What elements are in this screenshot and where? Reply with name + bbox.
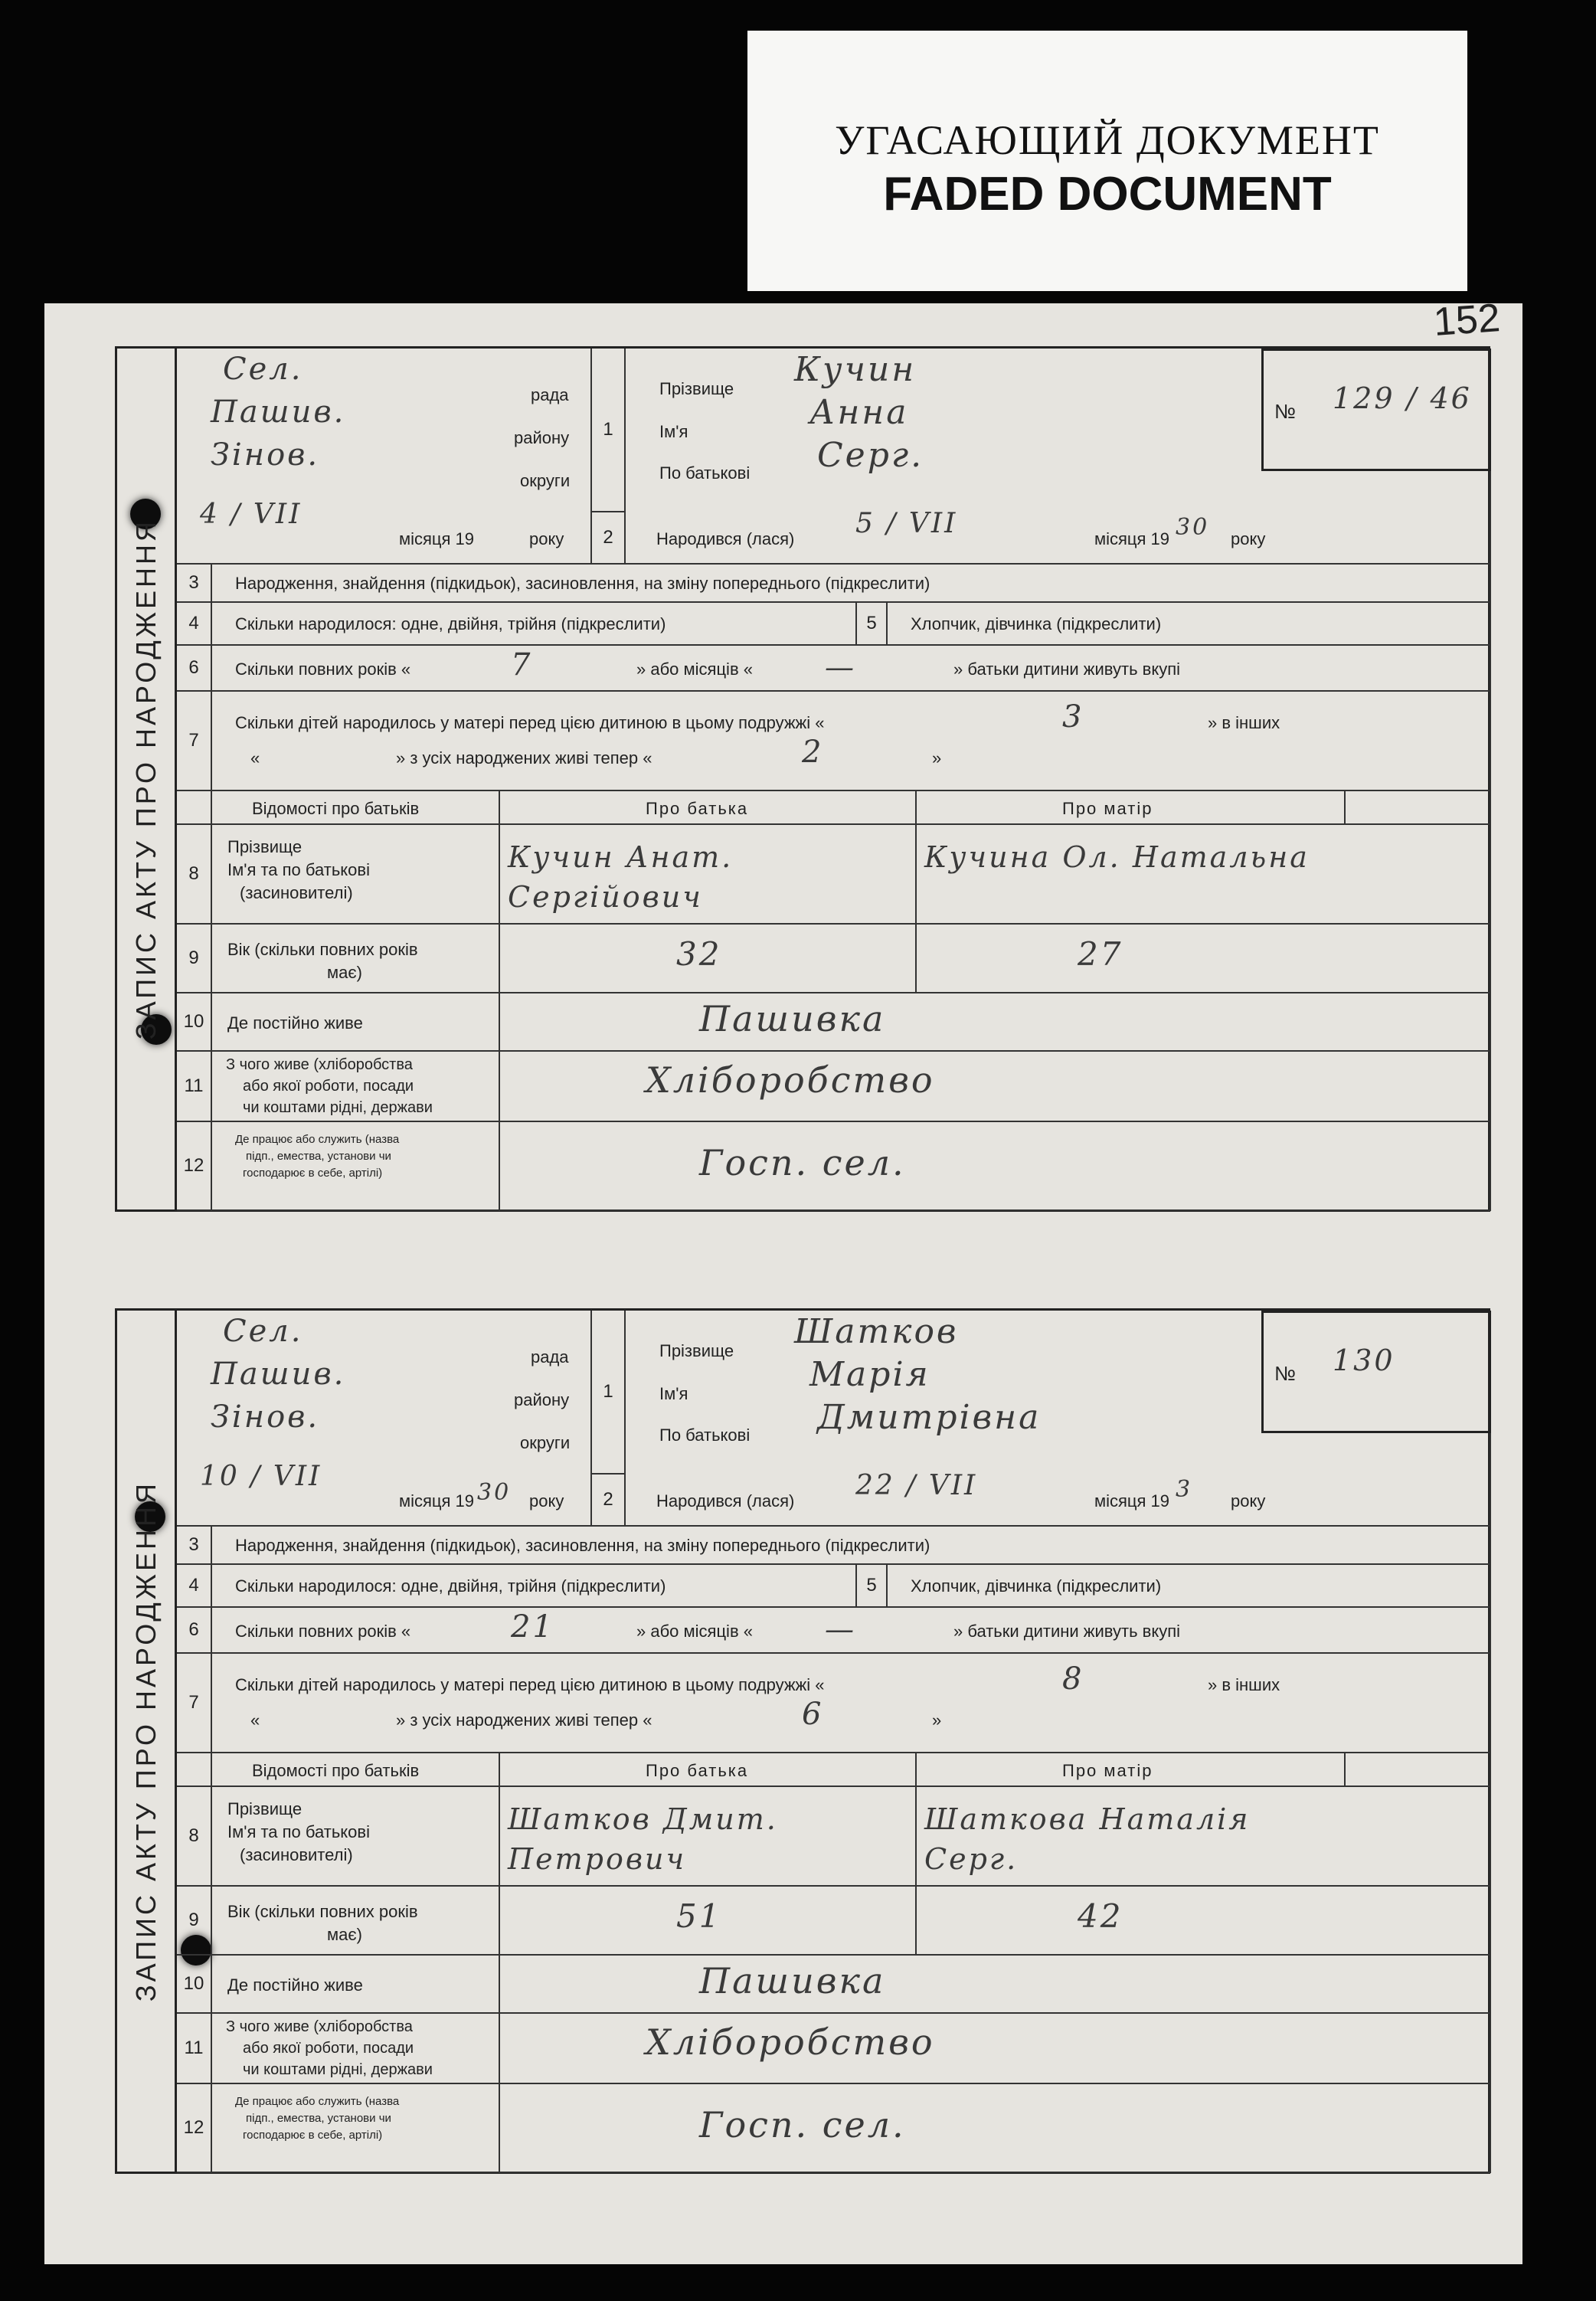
num-10: 10	[177, 1956, 212, 2014]
row10-text: Де постійно живе	[227, 1013, 363, 1033]
rada-label: рада	[531, 385, 569, 404]
row-4	[212, 603, 857, 646]
hw-date-year: 30	[477, 1479, 512, 1506]
row-12-value	[500, 2084, 1491, 2173]
num-3: 3	[177, 1527, 212, 1565]
parents-header-spacer	[177, 1753, 212, 1787]
hw-okruh: Зінов.	[211, 1399, 320, 1435]
row-11-label	[212, 2014, 500, 2084]
row-9-father	[500, 925, 917, 993]
born-label: Народився (лася)	[656, 529, 795, 548]
hw-rada: Сел.	[223, 352, 303, 387]
hw-born: 5 / VII	[855, 508, 958, 539]
rok-label: року	[529, 529, 564, 548]
row-11-label	[212, 1052, 500, 1122]
page-number: 152	[1432, 296, 1502, 345]
row12-a: Де працює або служить (назва	[235, 2095, 400, 2108]
parents-header-info	[212, 791, 500, 825]
month-year-label: місяця 19	[399, 1491, 475, 1511]
num-8: 8	[177, 1787, 212, 1887]
record-grid	[177, 349, 1488, 1209]
hw-livelihood: Хліборобство	[646, 2021, 935, 2063]
number-sign: №	[1274, 400, 1296, 423]
row6-a: Скільки повних років «	[235, 1622, 411, 1641]
row-4	[212, 1565, 857, 1608]
row-9-label	[212, 1887, 500, 1956]
number-sign: №	[1274, 1362, 1296, 1385]
row6-b: » або місяців «	[636, 1622, 753, 1641]
row-3	[212, 565, 1491, 603]
parents-header-father	[500, 791, 917, 825]
raion-label: району	[514, 1390, 570, 1409]
header-left	[177, 1311, 592, 1527]
row8-a: Прізвище	[227, 1799, 303, 1818]
born-month-label: місяця 19	[1094, 529, 1170, 548]
row7-e: »	[932, 748, 942, 768]
num-7: 7	[177, 1654, 212, 1753]
num-3: 3	[177, 565, 212, 603]
row3-text: Народження, знайдення (підкидьок), засиновлення, на зміну попереднього (підкреслити)	[235, 574, 930, 593]
hw-months: —	[825, 1612, 856, 1646]
row12-c: господарює в себе, артілі)	[243, 2129, 383, 2142]
parents-header-end	[1346, 791, 1491, 825]
num-12: 12	[177, 1122, 212, 1211]
row-11-value	[500, 1052, 1491, 1122]
row9-b: має)	[327, 1925, 362, 1944]
row-9-mother	[917, 1887, 1491, 1956]
num-9: 9	[177, 1887, 212, 1956]
name-label: Ім'я	[659, 422, 688, 441]
row-8-father	[500, 1787, 917, 1887]
hw-surname: Шатков	[794, 1312, 959, 1351]
hw-father-age: 32	[676, 935, 722, 973]
hw-okruh: Зінов.	[211, 437, 320, 473]
hw-date: 4 / VII	[200, 499, 303, 530]
parents-header-father	[500, 1753, 917, 1787]
row-7	[212, 1654, 1491, 1753]
header-right	[626, 1311, 1491, 1527]
row9-a: Вік (скільки повних років	[227, 940, 418, 959]
parents-header-mother	[917, 1753, 1346, 1787]
surname-label: Прізвище	[659, 1341, 734, 1360]
hw-father-age: 51	[676, 1897, 722, 1935]
hw-raion: Пашив.	[211, 394, 346, 430]
h-mother: Про матір	[1062, 1761, 1153, 1780]
hw-patronymic: Дмитрівна	[817, 1398, 1042, 1437]
row7-c: «	[250, 1710, 260, 1730]
num-6: 6	[177, 1608, 212, 1654]
hw-months: —	[825, 650, 856, 684]
hw-born-year: 30	[1176, 514, 1210, 541]
record-number-box	[1261, 349, 1491, 471]
row4-text: Скільки народилося: одне, двійня, трійня (підкреслити)	[235, 1576, 666, 1596]
row-11-value	[500, 2014, 1491, 2084]
row-8-father	[500, 825, 917, 925]
hw-record-number: 129 / 46	[1333, 381, 1472, 415]
row9-b: має)	[327, 963, 362, 982]
parents-header-mother	[917, 791, 1346, 825]
row7-b: » в інших	[1208, 713, 1280, 732]
num-5: 5	[857, 603, 888, 646]
row5-text: Хлопчик, дівчинка (підкреслити)	[911, 1576, 1162, 1596]
record-grid	[177, 1311, 1488, 2172]
row-5	[888, 603, 1491, 646]
row7-c: «	[250, 748, 260, 768]
side-label-text: ЗАПИС АКТУ ПРО НАРОДЖЕННЯ	[129, 518, 162, 1040]
hw-work: Госп. сел.	[699, 2104, 906, 2146]
num-11: 11	[177, 1052, 212, 1122]
hw-children-before: 8	[1062, 1661, 1084, 1697]
row-8-mother	[917, 1787, 1491, 1887]
h-mother: Про матір	[1062, 799, 1153, 818]
patronymic-label: По батькові	[659, 1425, 751, 1445]
row-8-label	[212, 1787, 500, 1887]
hw-livelihood: Хліборобство	[646, 1059, 935, 1101]
num-10: 10	[177, 993, 212, 1052]
header-left	[177, 349, 592, 565]
row-10-label	[212, 993, 500, 1052]
side-label	[117, 349, 177, 1209]
row8-b: Ім'я та по батькові	[227, 860, 370, 879]
hw-mother-name: Шаткова Наталія Серг.	[924, 1802, 1251, 1876]
num-12: 12	[177, 2084, 212, 2173]
row-12-label	[212, 2084, 500, 2173]
row6-a: Скільки повних років «	[235, 660, 411, 679]
hw-father-name: Кучин Анат. Сергійович	[508, 840, 734, 914]
row3-text: Народження, знайдення (підкидьок), засиновлення, на зміну попереднього (підкреслити)	[235, 1536, 930, 1555]
hw-patronymic: Серг.	[817, 436, 924, 475]
row-6	[212, 646, 1491, 692]
record-number-box	[1261, 1311, 1491, 1433]
num-4: 4	[177, 1565, 212, 1608]
birth-record	[115, 1308, 1490, 2174]
hw-record-number: 130	[1333, 1344, 1395, 1377]
parents-header-info	[212, 1753, 500, 1787]
row11-b: або якої роботи, посади	[243, 2040, 414, 2057]
num-1: 1	[592, 349, 626, 512]
row6-c: » батьки дитини живуть вкупі	[953, 660, 1181, 679]
side-label-text: ЗАПИС АКТУ ПРО НАРОДЖЕННЯ	[129, 1480, 162, 2002]
row9-a: Вік (скільки повних років	[227, 1902, 418, 1921]
row-10-value	[500, 993, 1491, 1052]
month-year-label: місяця 19	[399, 529, 475, 548]
row5-text: Хлопчик, дівчинка (підкреслити)	[911, 614, 1162, 633]
num-7: 7	[177, 692, 212, 791]
hw-children-before: 3	[1062, 699, 1084, 735]
parents-header-end	[1346, 1753, 1491, 1787]
num-9: 9	[177, 925, 212, 993]
row12-b: підп., емества, установи чи	[246, 2112, 391, 2125]
hw-mother-name: Кучина Ол. Натальна	[924, 840, 1310, 874]
row-5	[888, 1565, 1491, 1608]
birth-record	[115, 346, 1490, 1212]
row11-a: З чого живе (хліборобства	[226, 1056, 413, 1073]
hw-years: 7	[511, 647, 533, 682]
hw-surname: Кучин	[794, 350, 917, 389]
hw-rada: Сел.	[223, 1314, 303, 1349]
row4-text: Скільки народилося: одне, двійня, трійня (підкреслити)	[235, 614, 666, 633]
row10-text: Де постійно живе	[227, 1975, 363, 1995]
row11-b: або якої роботи, посади	[243, 1078, 414, 1095]
row11-a: З чого живе (хліборобства	[226, 2018, 413, 2035]
h-info: Відомості про батьків	[252, 1761, 420, 1780]
born-rok-label: року	[1231, 529, 1266, 548]
stamp-ru: УГАСАЮЩИЙ ДОКУМЕНТ	[835, 117, 1380, 163]
row-9-label	[212, 925, 500, 993]
row7-d: » з усіх народжених живі тепер «	[396, 1710, 652, 1730]
hw-born: 22 / VII	[855, 1470, 978, 1501]
hw-date: 10 / VII	[200, 1461, 322, 1492]
row8-b: Ім'я та по батькові	[227, 1822, 370, 1841]
patronymic-label: По батькові	[659, 463, 751, 483]
row7-b: » в інших	[1208, 1675, 1280, 1694]
hw-work: Госп. сел.	[699, 1142, 906, 1183]
row-9-father	[500, 1887, 917, 1956]
row-9-mother	[917, 925, 1491, 993]
row12-c: господарює в себе, артілі)	[243, 1167, 383, 1180]
born-month-label: місяця 19	[1094, 1491, 1170, 1511]
row-10-value	[500, 1956, 1491, 2014]
row12-b: підп., емества, установи чи	[246, 1150, 391, 1163]
row-7	[212, 692, 1491, 791]
hw-father-name: Шатков Дмит. Петрович	[508, 1802, 778, 1876]
hw-name: Анна	[809, 393, 909, 432]
side-label	[117, 1311, 177, 2172]
row-8-label	[212, 825, 500, 925]
row8-c: (засиновителі)	[240, 883, 353, 902]
row7-d: » з усіх народжених живі тепер «	[396, 748, 652, 768]
faded-document-stamp	[747, 31, 1467, 291]
row-12-value	[500, 1122, 1491, 1211]
rok-label: року	[529, 1491, 564, 1511]
header-right	[626, 349, 1491, 565]
num-2: 2	[592, 512, 626, 565]
row11-c: чи коштами рідні, держави	[243, 1099, 433, 1116]
raion-label: району	[514, 428, 570, 447]
hw-name: Марія	[809, 1355, 930, 1394]
num-1: 1	[592, 1311, 626, 1475]
h-info: Відомості про батьків	[252, 799, 420, 818]
num-4: 4	[177, 603, 212, 646]
hw-born-year: 3	[1176, 1476, 1193, 1503]
row-8-mother	[917, 825, 1491, 925]
num-6: 6	[177, 646, 212, 692]
h-father: Про батька	[646, 799, 749, 818]
num-2: 2	[592, 1475, 626, 1527]
stamp-en: FADED DOCUMENT	[883, 168, 1332, 221]
row11-c: чи коштами рідні, держави	[243, 2061, 433, 2078]
name-label: Ім'я	[659, 1384, 688, 1403]
hw-raion: Пашив.	[211, 1357, 346, 1392]
row6-b: » або місяців «	[636, 660, 753, 679]
hw-residence: Пашивка	[699, 1960, 886, 2002]
hw-mother-age: 27	[1078, 935, 1123, 973]
num-5: 5	[857, 1565, 888, 1608]
born-rok-label: року	[1231, 1491, 1266, 1511]
row-3	[212, 1527, 1491, 1565]
surname-label: Прізвище	[659, 379, 734, 398]
born-label: Народився (лася)	[656, 1491, 795, 1511]
hw-mother-age: 42	[1078, 1897, 1123, 1935]
row-12-label	[212, 1122, 500, 1211]
row7-a: Скільки дітей народилось у матері перед цією дитиною в цьому подружжі «	[235, 1675, 825, 1694]
row8-c: (засиновителі)	[240, 1845, 353, 1864]
row7-e: »	[932, 1710, 942, 1730]
row12-a: Де працює або служить (назва	[235, 1133, 400, 1146]
rada-label: рада	[531, 1347, 569, 1367]
okruh-label: округи	[520, 471, 571, 490]
hw-years: 21	[511, 1609, 554, 1645]
num-8: 8	[177, 825, 212, 925]
row-10-label	[212, 1956, 500, 2014]
num-11: 11	[177, 2014, 212, 2084]
parents-header-spacer	[177, 791, 212, 825]
okruh-label: округи	[520, 1433, 571, 1452]
row6-c: » батьки дитини живуть вкупі	[953, 1622, 1181, 1641]
row7-a: Скільки дітей народилось у матері перед цією дитиною в цьому подружжі «	[235, 713, 825, 732]
row8-a: Прізвище	[227, 837, 303, 856]
hw-residence: Пашивка	[699, 998, 886, 1039]
hw-children-alive: 6	[802, 1697, 824, 1732]
h-father: Про батька	[646, 1761, 749, 1780]
hw-children-alive: 2	[802, 735, 824, 770]
row-6	[212, 1608, 1491, 1654]
